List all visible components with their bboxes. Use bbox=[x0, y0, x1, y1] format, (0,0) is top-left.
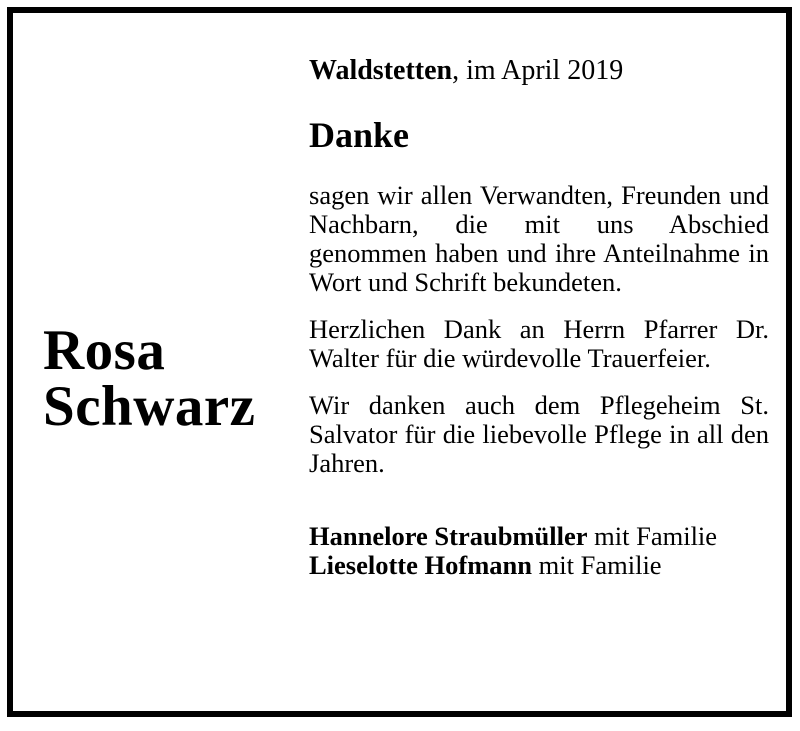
signatures bbox=[309, 522, 769, 580]
date-text: , im April 2019 bbox=[452, 55, 624, 86]
signature-suffix: mit Familie bbox=[532, 550, 662, 580]
deceased-name bbox=[43, 319, 293, 438]
deceased-first-name: Rosa bbox=[43, 319, 166, 382]
signature-name: Lieselotte Hofmann bbox=[309, 550, 533, 580]
place-name: Waldstetten bbox=[309, 55, 453, 86]
place-date-line bbox=[309, 55, 769, 87]
deceased-last-name: Schwarz bbox=[43, 375, 256, 438]
thanks-paragraph-care-home: Wir danken auch dem Pflegeheim St. Salvator für die liebevolle Pflege in all den Jahren. bbox=[309, 390, 769, 478]
signature-suffix: mit Familie bbox=[587, 521, 718, 551]
thanks-paragraph-relatives: sagen wir allen Verwandten, Freunden und Nachbarn, die mit uns Abschied genommen haben und ihre Anteilnahme in Wort und Schrift bekundeten. bbox=[309, 180, 769, 297]
thanks-paragraph-pastor: Herzlichen Dank an Herrn Pfarrer Dr. Walter für die würdevolle Trauerfeier. bbox=[309, 314, 769, 373]
thanks-heading: Danke bbox=[309, 115, 410, 155]
signature-line bbox=[309, 522, 769, 551]
notice-text-column bbox=[309, 55, 769, 580]
obituary-notice bbox=[7, 7, 792, 717]
signature-name: Hannelore Straubmüller bbox=[309, 521, 588, 551]
signature-line bbox=[309, 551, 769, 580]
